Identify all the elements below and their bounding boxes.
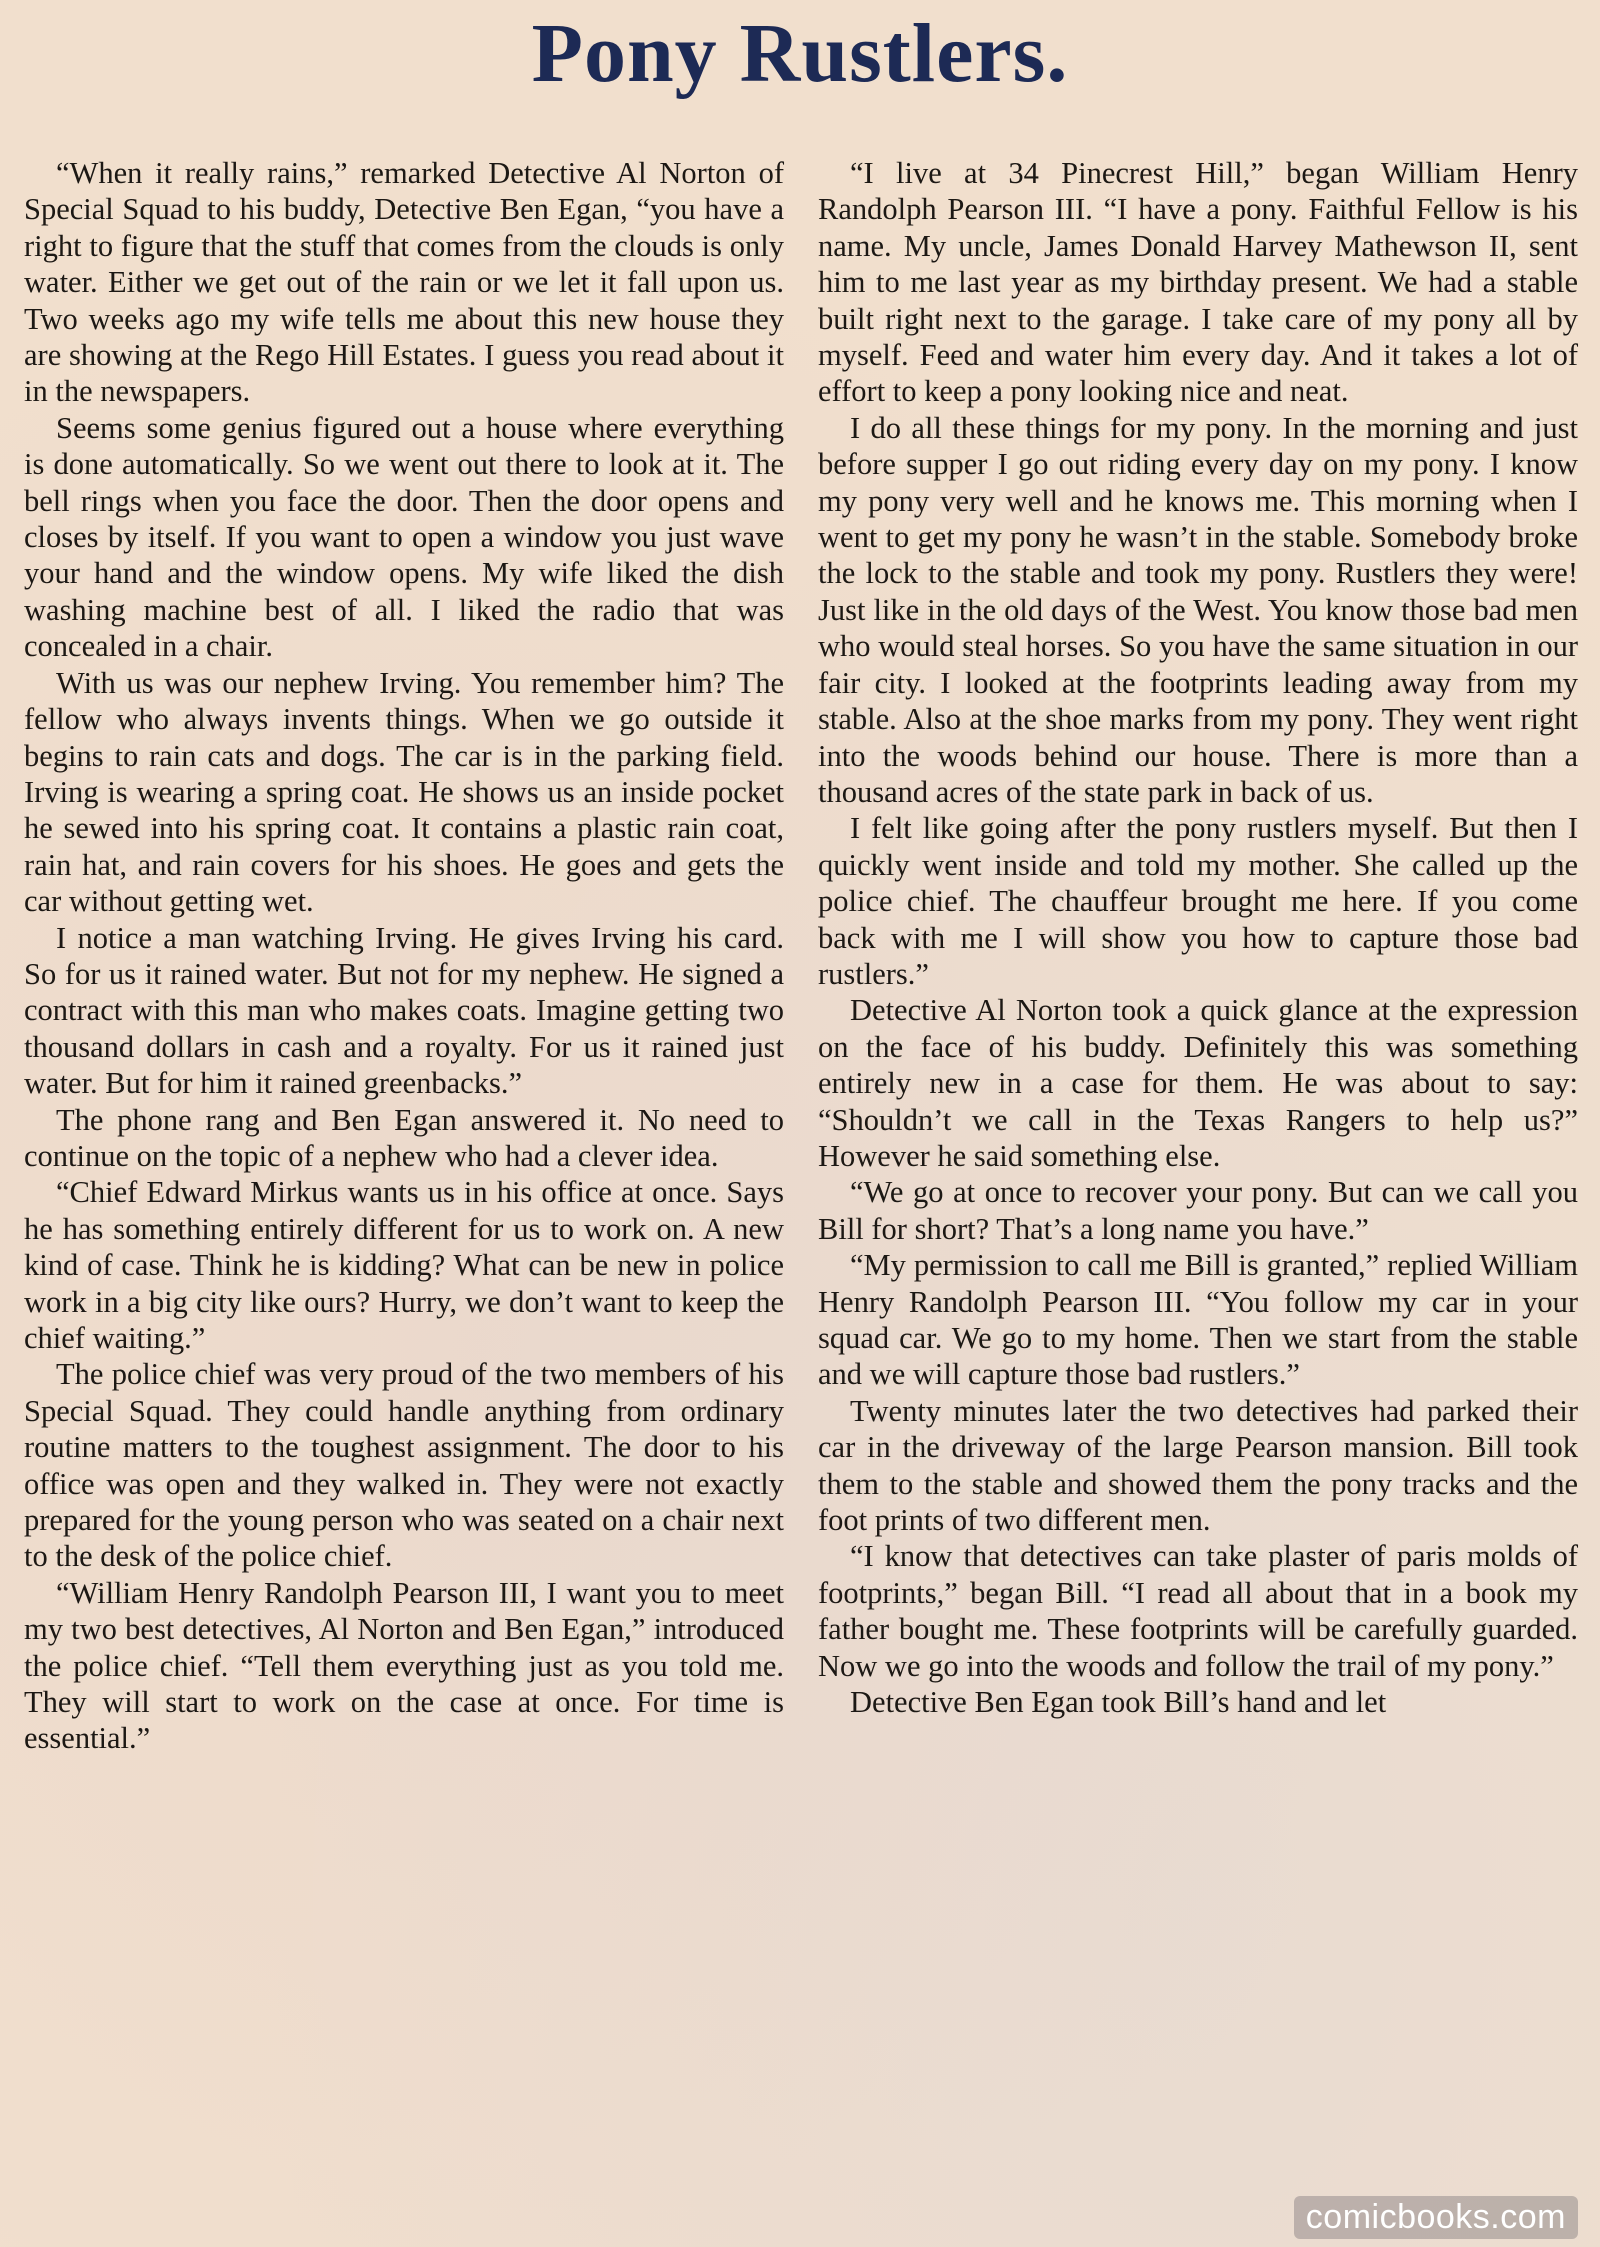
paragraph: Detective Al Norton took a quick glance at the expression on the face of his buddy. Definitely this was something entirely new in a case for them. He was about to say: “Shouldn’t we call in the Texas Rangers to help us?” However he said something else. <box>818 993 1578 1173</box>
right-text-column <box>818 155 1578 1720</box>
site-watermark: comicbooks.com <box>1294 2196 1578 2239</box>
paragraph: “When it really rains,” remarked Detective Al Norton of Special Squad to his buddy, Detective Ben Egan, “you have a right to figure that the stuff that comes from the clouds is only water. Either we get out of the rain or we let it fall upon us. Two weeks ago my wife tells me about this new house they are showing at the Rego Hill Estates. I guess you read about it in the newspapers. <box>24 156 784 409</box>
paragraph: With us was our nephew Irving. You remember him? The fellow who always invents things. When we go outside it begins to rain cats and dogs. The car is in the parking field. Irving is wearing a spring coat. He shows us an inside pocket he sewed into his spring coat. It contains a plastic rain coat, rain hat, and rain covers for his shoes. He goes and gets the car without getting wet. <box>24 665 784 919</box>
paragraph: I felt like going after the pony rustlers myself. But then I quickly went inside and told my mother. She called up the police chief. The chauffeur brought me here. If you come back with me I will show you how to capture those bad rustlers.” <box>818 811 1578 991</box>
paragraph: “I know that detectives can take plaster of paris molds of footprints,” began Bill. “I read all about that in a book my father bought me. These footprints will be carefully guarded. Now we go into the woods and follow the trail of my pony.” <box>818 1539 1578 1683</box>
paragraph: I do all these things for my pony. In the morning and just before supper I go out riding every day on my pony. I know my pony very well and he knows me. This morning when I went to get my pony he wasn’t in the stable. Somebody broke the lock to the stable and took my pony. Rustlers they were! Just like in the old days of the West. You know those bad men who would steal horses. So you have the same situation in our fair city. I looked at the footprints leading away from my stable. Also at the shoe marks from my pony. They went right into the woods behind our house. There is more than a thousand acres of the state park in back of us. <box>818 410 1578 809</box>
paragraph: I notice a man watching Irving. He gives Irving his card. So for us it rained water. But not for my nephew. He signed a contract with this man who makes coats. Imagine getting two thousand dollars in cash and a royalty. For us it rained just water. But for him it rained greenbacks.” <box>24 920 784 1101</box>
left-text-column <box>24 155 784 1757</box>
paragraph: The police chief was very proud of the two members of his Special Squad. They could handle anything from ordinary routine matters to the toughest assignment. The door to his office was open and they walked in. They were not exactly prepared for the young person who was seated on a chair next to the desk of the police chief. <box>24 1357 784 1574</box>
paragraph: “My permission to call me Bill is granted,” replied William Henry Randolph Pearson III. “You follow my car in your squad car. We go to my home. Then we start from the stable and we will capture those bad rustlers.” <box>818 1248 1578 1392</box>
paragraph: The phone rang and Ben Egan answered it. No need to continue on the topic of a nephew who had a clever idea. <box>24 1102 784 1173</box>
paragraph: “I live at 34 Pinecrest Hill,” began William Henry Randolph Pearson III. “I have a pony. Faithful Fellow is his name. My uncle, James Donald Harvey Mathewson II, sent him to me last year as my birthday present. We had a stable built right next to the garage. I take care of my pony all by myself. Feed and water him every day. And it takes a lot of effort to keep a pony looking nice and neat. <box>818 156 1578 409</box>
paragraph: Detective Ben Egan took Bill’s hand and let <box>850 1685 1387 1720</box>
paragraph: “Chief Edward Mirkus wants us in his office at once. Says he has something entirely different for us to work on. A new kind of case. Think he is kidding? What can be new in police work in a big city like ours? Hurry, we don’t want to keep the chief waiting.” <box>24 1175 784 1355</box>
paragraph: “William Henry Randolph Pearson III, I want you to meet my two best detectives, Al Norton and Ben Egan,” introduced the police chief. “Tell them everything just as you told me. They will start to work on the case at once. For time is essential.” <box>24 1575 784 1756</box>
paragraph: Seems some genius figured out a house where everything is done automatically. So we went out there to look at it. The bell rings when you face the door. Then the door opens and closes by itself. If you want to open a window you just wave your hand and the window opens. My wife liked the dish washing machine best of all. I liked the radio that was concealed in a chair. <box>24 410 784 664</box>
paragraph: Twenty minutes later the two detectives had parked their car in the driveway of the large Pearson mansion. Bill took them to the stable and showed them the pony tracks and the foot prints of two different men. <box>818 1393 1578 1538</box>
story-title: Pony Rustlers. <box>531 7 1069 100</box>
paragraph: “We go at once to recover your pony. But can we call you Bill for short? That’s a long name you have.” <box>818 1175 1578 1246</box>
